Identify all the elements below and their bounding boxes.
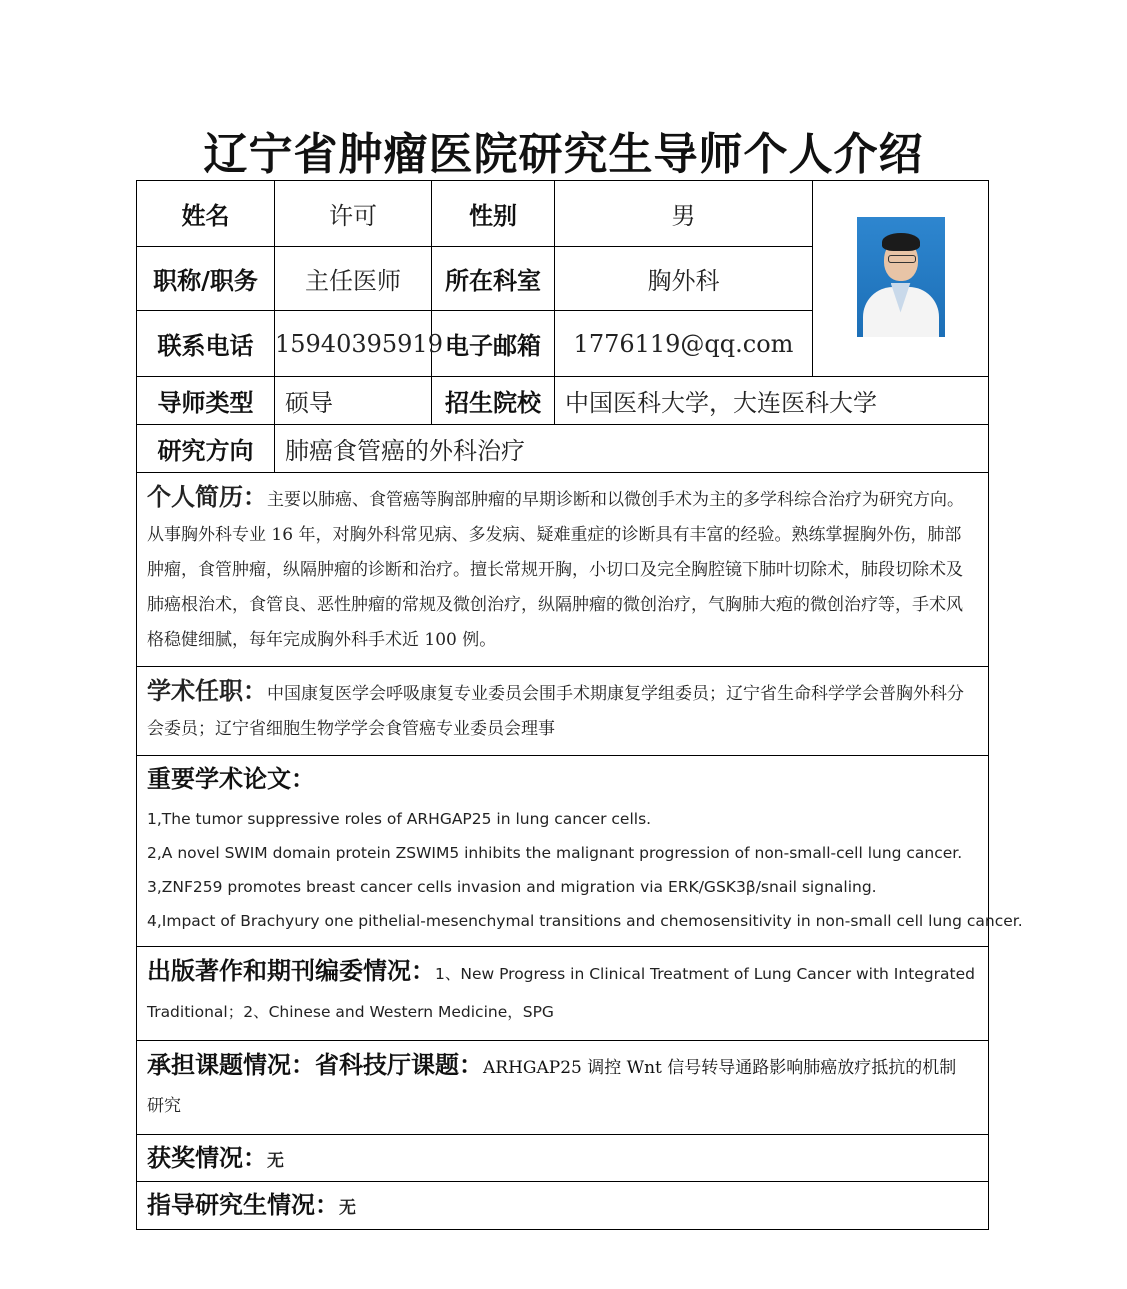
students-heading: 指导研究生情况： [147,1190,339,1219]
academic-section [137,667,989,756]
email-value: 1776119@qq.com [555,311,813,377]
publications-section [137,947,989,1041]
name-label: 姓名 [137,181,275,247]
resume-heading: 个人简历： [147,482,267,511]
phone-value: 15940395919 [275,311,432,377]
dept-label: 所在科室 [432,247,555,311]
mentor-type-value: 硕导 [275,377,432,425]
position-label: 职称/职务 [137,247,275,311]
awards-heading: 获奖情况： [147,1142,267,1172]
research-label: 研究方向 [137,425,275,473]
awards-section [137,1135,989,1182]
projects-heading: 承担课题情况：省科技厅课题： [147,1050,483,1079]
paper-item: 3,ZNF259 promotes breast cancer cells invasion and migration via ERK/GSK3β/snail signaling. [147,878,877,896]
gender-label: 性别 [432,181,555,247]
academic-text: 中国康复医学会呼吸康复专业委员会围手术期康复学组委员；辽宁省生命科学学会普胸外科分会委员；辽宁省细胞生物学学会食管癌专业委员会理事 [147,684,964,739]
resume-text: 主要以肺癌、食管癌等胸部肿瘤的早期诊断和以微创手术为主的多学科综合治疗为研究方向。从事胸外科专业 16 年，对胸外科常见病、多发病、疑难重症的诊断具有丰富的经验。熟练掌握胸外伤，肺部肿瘤，食管肿瘤，纵隔肿瘤的诊断和治疗。擅长常规开胸，小切口及完全胸腔镜下肺叶切除术，肺段切除术及肺癌根治术，食管良、恶性肿瘤的常规及微创治疗，纵隔肿瘤的微创治疗，气胸肺大疱的微创治疗等，手术风格稳健细腻，每年完成胸外科手术近 100 例。 [147,490,964,650]
projects-line2: 研究 [147,1096,181,1116]
email-label: 电子邮箱 [432,311,555,377]
dept-value: 胸外科 [555,247,813,311]
position-value: 主任医师 [275,247,432,311]
gender-value: 男 [555,181,813,247]
papers-heading: 重要学术论文： [147,764,315,793]
paper-item: 4,Impact of Brachyury one pithelial-mesenchymal transitions and chemosensitivity in non-small cell lung cancer. [147,912,1023,930]
school-value: 中国医科大学，大连医科大学 [555,377,989,425]
projects-line1: ARHGAP25 调控 Wnt 信号转导通路影响肺癌放疗抵抗的机制 [483,1058,957,1078]
paper-item: 1,The tumor suppressive roles of ARHGAP25 in lung cancer cells. [147,810,652,828]
page-title: 辽宁省肿瘤医院研究生导师个人介绍 [203,129,924,180]
students-text: 无 [339,1198,356,1218]
projects-section [137,1041,989,1135]
paper-item: 2,A novel SWIM domain protein ZSWIM5 inhibits the malignant progression of non-small-cell lung cancer. [147,844,963,862]
students-section [137,1182,989,1230]
portrait-photo [857,217,945,337]
publications-line2: Traditional；2、Chinese and Western Medicine，SPG [147,1003,554,1021]
publications-line1: 1、New Progress in Clinical Treatment of Lung Cancer with Integrated [435,965,975,983]
profile-table [136,180,1023,1230]
academic-heading: 学术任职： [147,676,267,705]
photo-cell [813,181,989,377]
school-label: 招生院校 [432,377,555,425]
papers-section [137,756,1023,947]
research-value: 肺癌食管癌的外科治疗 [275,425,989,473]
mentor-type-label: 导师类型 [137,377,275,425]
name-value: 许可 [275,181,432,247]
publications-heading: 出版著作和期刊编委情况： [147,956,435,985]
resume-section [137,473,989,667]
phone-label: 联系电话 [137,311,275,377]
awards-text: 无 [267,1150,284,1171]
